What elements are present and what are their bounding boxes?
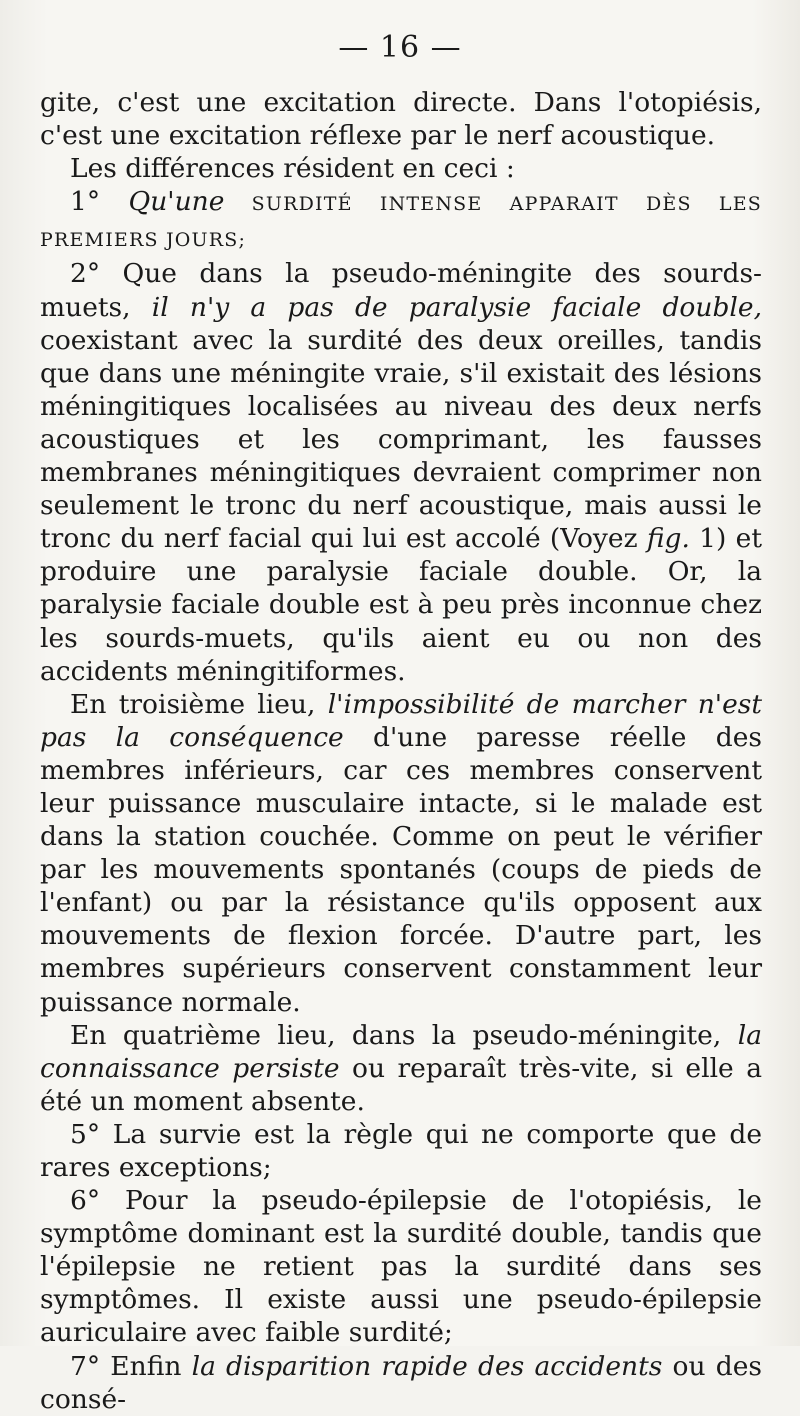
page-number: — 16 — xyxy=(338,30,462,65)
point-7-text-b: ou des consé- xyxy=(40,1350,762,1415)
fourth-point-text-b: ou reparaît très-vite, si elle a été un moment absente. xyxy=(40,1052,762,1117)
point-7-text-a: 7° Enfin xyxy=(70,1350,192,1382)
point-2-text-a: 2° Que dans la pseudo-méningite des sourds-muets, xyxy=(40,258,762,323)
point-1-small-caps: SURDITÉ INTENSE APPARAIT DÈS LES PREMIERS JOURS; xyxy=(40,193,762,252)
paragraph-differences-intro: Les différences résident en ceci : xyxy=(70,153,515,185)
fourth-point-italic: la connaissance persiste xyxy=(40,1019,762,1084)
paragraph-point-6: 6° Pour la pseudo-épilepsie de l'otopiésis, le symptôme dominant est la surdité double, tandis que l'épilepsie ne retient pas la surdité dans ses symptômes. Il existe aussi une pseudo-épilepsie auriculaire avec faible surdité; xyxy=(40,1185,762,1349)
body-text xyxy=(40,86,762,1416)
paragraph-point-7 xyxy=(40,1350,762,1416)
paragraph-point-1 xyxy=(40,185,762,257)
paragraph-point-5: 5° La survie est la règle qui ne comporte que de rares exceptions; xyxy=(40,1118,762,1183)
paragraph-third-point xyxy=(40,688,762,1019)
point-1-number: 1° xyxy=(70,186,129,218)
point-2-italic: il n'y a pas de paralysie faciale double, xyxy=(151,291,762,323)
point-2-text-b: coexistant avec la surdité des deux oreilles, tandis que dans une méningite vraie, s'il existait des lésions méningitiques localisées au niveau des deux nerfs acoustiques et les comprimant, les fausses membranes méningitiques devraient comprimer non seulement le tronc du nerf acoustique, mais aussi le tronc du nerf facial qui lui est accolé (Voyez xyxy=(40,324,762,555)
point-7-italic: la disparition rapide des accidents xyxy=(191,1350,663,1382)
point-2-text-c: 1) et produire une paralysie faciale double. Or, la paralysie faciale double est à peu près inconnue chez les sourds-muets, qu'ils aient eu ou non des accidents méningitiformes. xyxy=(40,523,762,687)
paragraph-fourth-point xyxy=(40,1019,762,1118)
point-2-fig-ref: fig. xyxy=(646,523,690,555)
fourth-point-text-a: En quatrième lieu, dans la pseudo-méningite, xyxy=(70,1019,738,1051)
third-point-text-b: d'une paresse réelle des membres inférieurs, car ces membres conservent leur puissance musculaire intacte, si le malade est dans la station couchée. Comme on peut le vérifier par les mouvements spontanés (coups de pieds de l'enfant) ou par la résistance qu'ils opposent aux mouvements de flexion forcée. D'autre part, les membres supérieurs conservent constamment leur puissance normale. xyxy=(40,721,762,1018)
paragraph-point-2 xyxy=(40,257,762,687)
point-1-italic: Qu'une xyxy=(128,186,225,218)
third-point-italic: l'impossibilité de marcher n'est pas la conséquence xyxy=(40,688,763,753)
third-point-text-a: En troisième lieu, xyxy=(70,688,328,720)
paragraph-continuation: gite, c'est une excitation directe. Dans l'otopiésis, c'est une excitation réflexe par le nerf acoustique. xyxy=(40,87,762,152)
